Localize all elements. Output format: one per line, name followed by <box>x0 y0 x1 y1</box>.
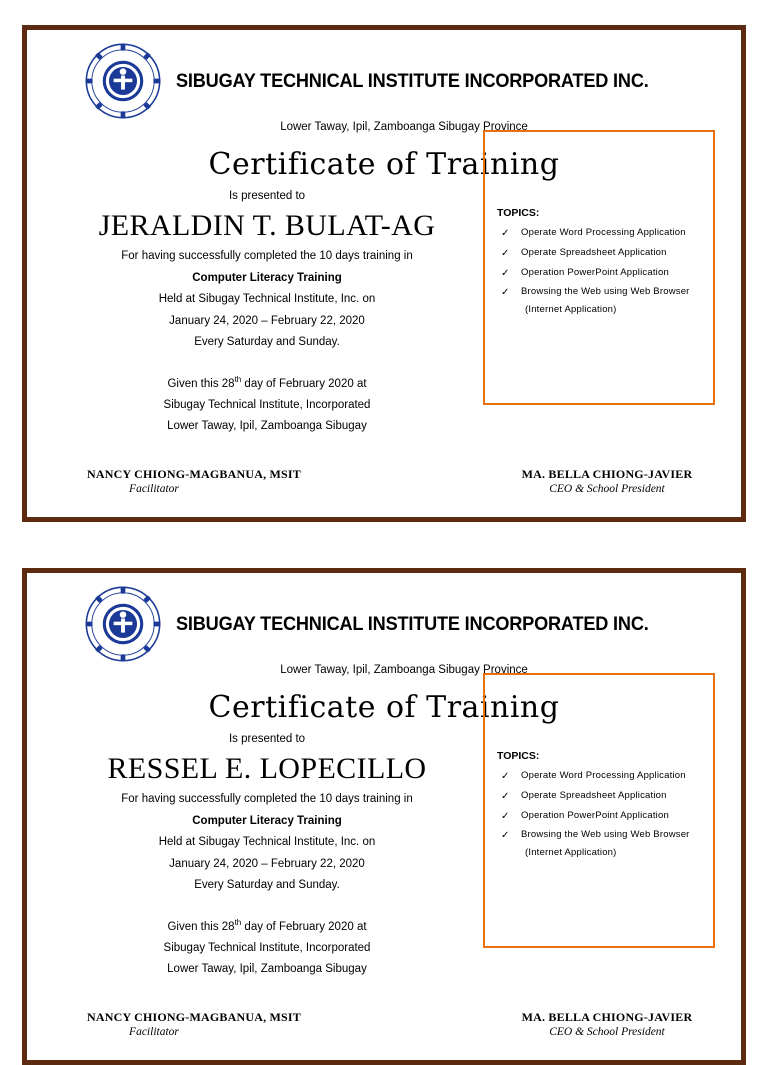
certificate-header <box>27 30 741 120</box>
list-item <box>497 790 703 803</box>
check-icon: ✓ <box>501 771 510 782</box>
given-place-line-2: Lower Taway, Ipil, Zamboanga Sibugay <box>167 420 367 433</box>
topic-label: Browsing the Web using Web Browser <box>521 286 690 298</box>
topic-sublabel: (Internet Application) <box>525 847 617 859</box>
check-icon: ✓ <box>501 810 510 822</box>
check-icon: ✓ <box>501 228 510 239</box>
check-icon: ✓ <box>501 830 510 842</box>
list-item <box>497 247 703 260</box>
school-name: SIBUGAY TECHNICAL INSTITUTE INCORPORATED INC. <box>175 612 649 635</box>
given-date-line <box>27 918 507 935</box>
certificate-header <box>27 573 741 663</box>
signature-role: Facilitator <box>129 1026 179 1038</box>
school-name: SIBUGAY TECHNICAL INSTITUTE INCORPORATED INC. <box>175 69 649 92</box>
check-icon: ✓ <box>501 247 510 259</box>
check-icon: ✓ <box>501 287 510 299</box>
signature-name: NANCY CHIONG-MAGBANUA, MSIT <box>87 467 301 481</box>
certificate-title: Certificate of Training <box>208 147 560 182</box>
given-suffix: day of February 2020 at <box>241 920 367 933</box>
topic-sublabel: (Internet Application) <box>525 304 617 316</box>
given-prefix: Given this 28 <box>167 377 235 390</box>
given-place-line-1: Sibugay Technical Institute, Incorporated <box>163 398 371 411</box>
given-ordinal-suffix: th <box>234 917 242 927</box>
school-address: Lower Taway, Ipil, Zamboanga Sibugay Province <box>280 664 528 676</box>
certificate-body-2 <box>27 733 507 978</box>
topics-title: TOPICS: <box>497 750 540 762</box>
list-item <box>497 829 703 860</box>
completion-line: For having successfully completed the 10 days training in <box>121 250 413 262</box>
signature-role: CEO & School President <box>549 1026 665 1038</box>
list-item <box>497 770 703 783</box>
course-name: Computer Literacy Training <box>192 271 342 284</box>
signature-president <box>507 1010 707 1038</box>
topic-label: Operation PowerPoint Application <box>521 809 669 821</box>
topics-list <box>497 770 703 860</box>
topic-label: Operate Spreadsheet Application <box>521 246 667 258</box>
certificate-1 <box>22 25 746 522</box>
check-icon: ✓ <box>501 267 510 279</box>
topic-label: Operate Word Processing Application <box>521 227 686 238</box>
held-line: Held at Sibugay Technical Institute, Inc. on <box>158 836 376 849</box>
awardee-name: JERALDIN T. BULAT-AG <box>98 209 436 242</box>
training-dates: January 24, 2020 – February 22, 2020 <box>169 857 365 870</box>
given-prefix: Given this 28 <box>167 920 235 933</box>
list-item <box>497 227 703 240</box>
signature-row-2 <box>27 1010 741 1038</box>
list-item <box>497 267 703 280</box>
presented-to-label: Is presented to <box>228 190 306 202</box>
seal-icon <box>84 585 162 663</box>
topic-label: Operate Spreadsheet Application <box>521 789 667 801</box>
course-name: Computer Literacy Training <box>192 814 342 827</box>
school-address: Lower Taway, Ipil, Zamboanga Sibugay Province <box>280 121 528 133</box>
signature-president <box>507 467 707 495</box>
signature-facilitator <box>87 1010 301 1038</box>
topics-box-2 <box>483 673 715 948</box>
signature-row-1 <box>27 467 741 495</box>
certificate-title: Certificate of Training <box>208 690 560 725</box>
topics-list <box>497 227 703 317</box>
completion-line: For having successfully completed the 10 days training in <box>121 793 413 805</box>
topic-label: Browsing the Web using Web Browser <box>521 829 690 841</box>
given-place-line-2: Lower Taway, Ipil, Zamboanga Sibugay <box>167 963 367 976</box>
awardee-name: RESSEL E. LOPECILLO <box>107 752 427 785</box>
signature-name: NANCY CHIONG-MAGBANUA, MSIT <box>87 1010 301 1024</box>
given-suffix: day of February 2020 at <box>241 377 367 390</box>
check-icon: ✓ <box>501 790 510 802</box>
signature-facilitator <box>87 467 301 495</box>
list-item <box>497 286 703 317</box>
topic-label: Operation PowerPoint Application <box>521 266 669 278</box>
topic-label: Operate Word Processing Application <box>521 770 686 781</box>
certificate-2 <box>22 568 746 1065</box>
training-schedule: Every Saturday and Sunday. <box>194 336 340 349</box>
topics-title: TOPICS: <box>497 207 540 219</box>
signature-role: CEO & School President <box>549 483 665 495</box>
presented-to-label: Is presented to <box>228 733 306 745</box>
seal-icon <box>84 42 162 120</box>
given-ordinal-suffix: th <box>234 374 242 384</box>
training-dates: January 24, 2020 – February 22, 2020 <box>169 314 365 327</box>
signature-name: MA. BELLA CHIONG-JAVIER <box>521 467 693 481</box>
training-schedule: Every Saturday and Sunday. <box>194 879 340 892</box>
given-place-line-1: Sibugay Technical Institute, Incorporated <box>163 941 371 954</box>
given-date-line <box>27 375 507 392</box>
list-item <box>497 810 703 823</box>
signature-name: MA. BELLA CHIONG-JAVIER <box>521 1010 693 1024</box>
held-line: Held at Sibugay Technical Institute, Inc. on <box>158 293 376 306</box>
topics-box-1 <box>483 130 715 405</box>
certificate-body-1 <box>27 190 507 435</box>
signature-role: Facilitator <box>129 483 179 495</box>
